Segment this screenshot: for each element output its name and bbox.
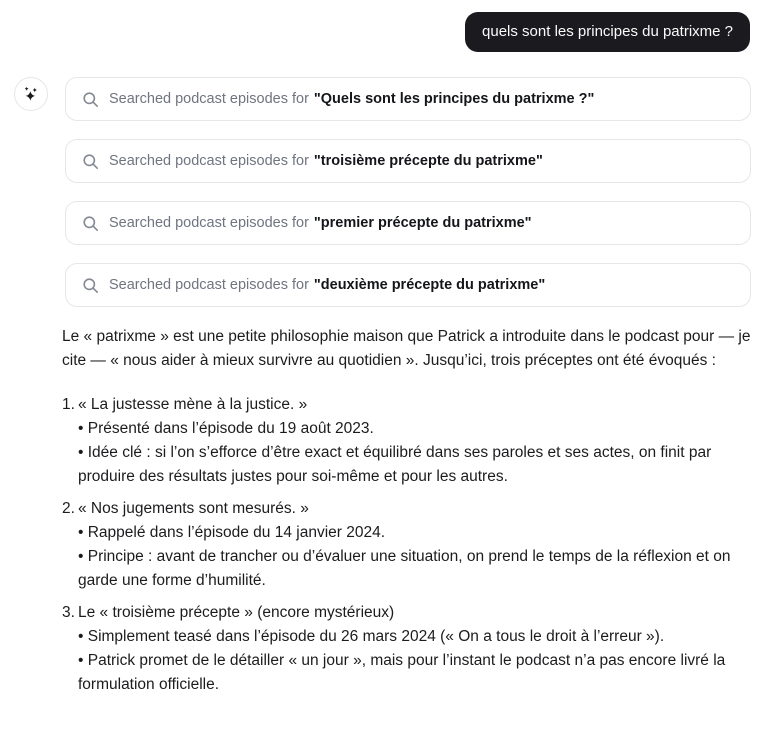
list-item-number: 3.: [62, 604, 75, 621]
search-tool-row[interactable]: [65, 263, 751, 307]
search-tool-row[interactable]: [65, 201, 751, 245]
list-item: [62, 601, 751, 697]
search-results: [62, 77, 751, 307]
search-icon: [82, 277, 99, 294]
list-item: [62, 497, 751, 593]
list-item-bullets: [78, 521, 751, 593]
assistant-response: [62, 325, 751, 697]
search-icon: [82, 91, 99, 108]
assistant-turn: [0, 77, 767, 697]
list-item-bullets: [78, 625, 751, 697]
search-prefix-label: Searched podcast episodes for: [109, 91, 309, 107]
list-item-body: [78, 393, 751, 489]
search-icon: [82, 215, 99, 232]
list-item-title: « La justesse mène à la justice. »: [78, 396, 308, 413]
search-query-text: "Quels sont les principes du patrixme ?": [313, 91, 595, 107]
assistant-content: [62, 77, 751, 697]
search-prefix-label: Searched podcast episodes for: [109, 277, 309, 293]
list-item-number: 1.: [62, 396, 75, 413]
response-list: [62, 393, 751, 697]
search-prefix-label: Searched podcast episodes for: [109, 153, 309, 169]
search-query-text: "troisième précepte du patrixme": [313, 153, 543, 169]
search-icon: [82, 153, 99, 170]
user-message-bubble: quels sont les principes du patrixme ?: [465, 12, 750, 52]
bullet-line: • Principe : avant de trancher ou d’évaluer une situation, on prend le temps de la réflexion et on garde une forme d’humilité.: [78, 545, 751, 593]
search-prefix-label: Searched podcast episodes for: [109, 215, 309, 231]
list-item-body: [78, 601, 751, 697]
list-item-number: 2.: [62, 500, 75, 517]
search-query-text: "premier précepte du patrixme": [313, 215, 532, 231]
list-item-body: [78, 497, 751, 593]
sparkles-icon: [21, 84, 41, 104]
search-tool-row[interactable]: [65, 77, 751, 121]
list-item-title: Le « troisième précepte » (encore mystérieux): [78, 604, 395, 621]
bullet-line: • Patrick promet de le détailler « un jour », mais pour l’instant le podcast n’a pas encore livré la formulation officielle.: [78, 649, 751, 697]
search-query-text: "deuxième précepte du patrixme": [313, 277, 546, 293]
response-intro: Le « patrixme » est une petite philosophie maison que Patrick a introduite dans le podcast pour — je cite — « nous aider à mieux survivre au quotidien ». Jusqu’ici, trois préceptes ont été évoqués :: [62, 328, 751, 369]
bullet-line: • Idée clé : si l’on s’efforce d’être exact et équilibré dans ses paroles et ses actes, on finit par produire des résultats justes pour soi-même et pour les autres.: [78, 441, 751, 489]
bullet-line: • Présenté dans l’épisode du 19 août 2023.: [78, 417, 751, 441]
bullet-line: • Rappelé dans l’épisode du 14 janvier 2024.: [78, 521, 751, 545]
assistant-avatar: [14, 77, 48, 111]
list-item-bullets: [78, 417, 751, 489]
list-item: [62, 393, 751, 489]
user-message-row: [0, 0, 767, 52]
bullet-line: • Simplement teasé dans l’épisode du 26 mars 2024 (« On a tous le droit à l’erreur »).: [78, 625, 751, 649]
search-tool-row[interactable]: [65, 139, 751, 183]
list-item-title: « Nos jugements sont mesurés. »: [78, 500, 309, 517]
